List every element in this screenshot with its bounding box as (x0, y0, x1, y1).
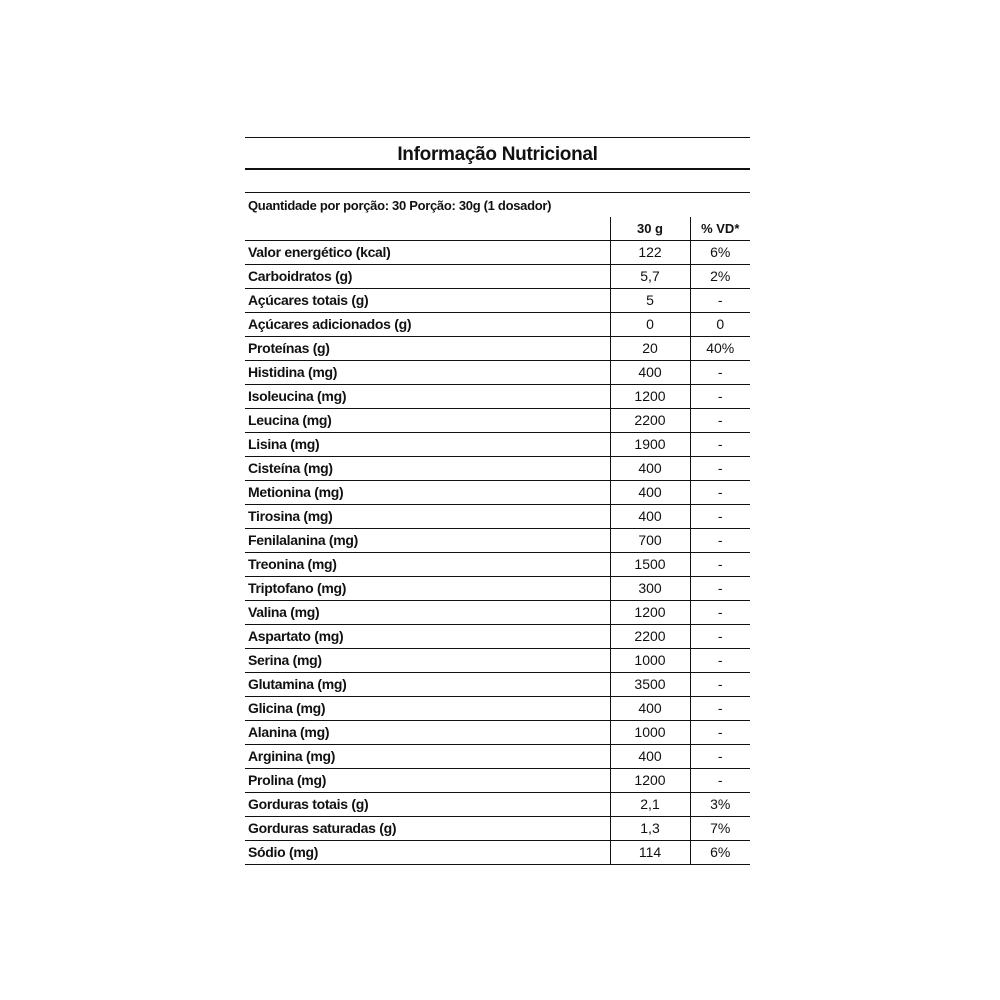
nutrient-daily-value: - (690, 577, 750, 601)
table-header-row (245, 217, 750, 241)
table-row (245, 673, 750, 697)
table-row (245, 625, 750, 649)
table-row (245, 745, 750, 769)
nutrient-daily-value: - (690, 529, 750, 553)
header-blank-cell (245, 217, 610, 241)
nutrient-quantity: 0 (610, 313, 690, 337)
nutrition-facts-panel (245, 137, 750, 865)
spacer (245, 170, 750, 192)
nutrient-daily-value: - (690, 385, 750, 409)
nutrient-quantity: 2200 (610, 409, 690, 433)
nutrient-daily-value: - (690, 457, 750, 481)
nutrient-name: Lisina (mg) (245, 433, 610, 457)
table-row (245, 697, 750, 721)
nutrient-name: Glutamina (mg) (245, 673, 610, 697)
nutrient-daily-value: 7% (690, 817, 750, 841)
table-row (245, 265, 750, 289)
nutrient-name: Aspartato (mg) (245, 625, 610, 649)
nutrient-quantity: 400 (610, 457, 690, 481)
nutrient-name: Alanina (mg) (245, 721, 610, 745)
nutrient-daily-value: 6% (690, 241, 750, 265)
nutrient-daily-value: - (690, 625, 750, 649)
nutrient-daily-value: 6% (690, 841, 750, 865)
nutrient-quantity: 1200 (610, 385, 690, 409)
table-row (245, 241, 750, 265)
header-daily-value: % VD* (690, 217, 750, 241)
nutrient-quantity: 20 (610, 337, 690, 361)
nutrient-name: Treonina (mg) (245, 553, 610, 577)
nutrient-quantity: 2200 (610, 625, 690, 649)
nutrient-quantity: 5,7 (610, 265, 690, 289)
table-row (245, 313, 750, 337)
nutrient-name: Proteínas (g) (245, 337, 610, 361)
panel-title: Informação Nutricional (397, 144, 598, 165)
nutrient-name: Leucina (mg) (245, 409, 610, 433)
nutrient-quantity: 1900 (610, 433, 690, 457)
header-quantity: 30 g (610, 217, 690, 241)
nutrient-name: Metionina (mg) (245, 481, 610, 505)
nutrient-quantity: 1000 (610, 721, 690, 745)
table-row (245, 505, 750, 529)
table-body (245, 241, 750, 865)
nutrient-daily-value: - (690, 673, 750, 697)
nutrient-name: Carboidratos (g) (245, 265, 610, 289)
nutrient-quantity: 400 (610, 697, 690, 721)
nutrient-daily-value: - (690, 409, 750, 433)
table-row (245, 457, 750, 481)
nutrient-name: Sódio (mg) (245, 841, 610, 865)
table-row (245, 577, 750, 601)
nutrient-name: Gorduras totais (g) (245, 793, 610, 817)
nutrient-daily-value: 40% (690, 337, 750, 361)
nutrient-name: Serina (mg) (245, 649, 610, 673)
nutrient-daily-value: 2% (690, 265, 750, 289)
nutrient-quantity: 400 (610, 361, 690, 385)
table-row (245, 409, 750, 433)
nutrient-quantity: 5 (610, 289, 690, 313)
nutrient-name: Valor energético (kcal) (245, 241, 610, 265)
table-row (245, 649, 750, 673)
nutrient-name: Prolina (mg) (245, 769, 610, 793)
table-row (245, 481, 750, 505)
nutrient-daily-value: - (690, 481, 750, 505)
nutrient-name: Glicina (mg) (245, 697, 610, 721)
nutrient-quantity: 114 (610, 841, 690, 865)
nutrient-daily-value: - (690, 433, 750, 457)
table-row (245, 793, 750, 817)
nutrient-quantity: 3500 (610, 673, 690, 697)
nutrient-quantity: 1200 (610, 769, 690, 793)
table-row (245, 289, 750, 313)
nutrient-name: Cisteína (mg) (245, 457, 610, 481)
nutrient-quantity: 400 (610, 505, 690, 529)
table-row (245, 841, 750, 865)
table-row (245, 433, 750, 457)
nutrition-table (245, 217, 750, 865)
nutrient-daily-value: 0 (690, 313, 750, 337)
nutrient-daily-value: - (690, 649, 750, 673)
nutrient-quantity: 1,3 (610, 817, 690, 841)
nutrient-name: Triptofano (mg) (245, 577, 610, 601)
table-row (245, 601, 750, 625)
nutrient-quantity: 300 (610, 577, 690, 601)
nutrient-name: Tirosina (mg) (245, 505, 610, 529)
nutrient-daily-value: - (690, 721, 750, 745)
nutrient-daily-value: - (690, 553, 750, 577)
table-row (245, 529, 750, 553)
table-row (245, 721, 750, 745)
table-row (245, 337, 750, 361)
serving-size-text: Quantidade por porção: 30 Porção: 30g (1 dosador) (248, 198, 552, 213)
table-row (245, 385, 750, 409)
nutrient-name: Isoleucina (mg) (245, 385, 610, 409)
table-row (245, 817, 750, 841)
nutrient-daily-value: 3% (690, 793, 750, 817)
nutrient-name: Açúcares adicionados (g) (245, 313, 610, 337)
nutrient-daily-value: - (690, 697, 750, 721)
nutrient-quantity: 1200 (610, 601, 690, 625)
nutrient-quantity: 700 (610, 529, 690, 553)
table-row (245, 361, 750, 385)
table-row (245, 553, 750, 577)
nutrient-quantity: 1500 (610, 553, 690, 577)
nutrient-quantity: 400 (610, 745, 690, 769)
nutrient-name: Fenilalanina (mg) (245, 529, 610, 553)
nutrient-daily-value: - (690, 505, 750, 529)
nutrient-daily-value: - (690, 745, 750, 769)
nutrient-name: Açúcares totais (g) (245, 289, 610, 313)
nutrient-name: Histidina (mg) (245, 361, 610, 385)
nutrient-daily-value: - (690, 361, 750, 385)
nutrient-quantity: 1000 (610, 649, 690, 673)
nutrient-name: Arginina (mg) (245, 745, 610, 769)
nutrient-quantity: 2,1 (610, 793, 690, 817)
nutrient-daily-value: - (690, 289, 750, 313)
nutrient-quantity: 122 (610, 241, 690, 265)
table-row (245, 769, 750, 793)
nutrient-name: Gorduras saturadas (g) (245, 817, 610, 841)
nutrient-quantity: 400 (610, 481, 690, 505)
nutrient-name: Valina (mg) (245, 601, 610, 625)
nutrient-daily-value: - (690, 601, 750, 625)
nutrient-daily-value: - (690, 769, 750, 793)
